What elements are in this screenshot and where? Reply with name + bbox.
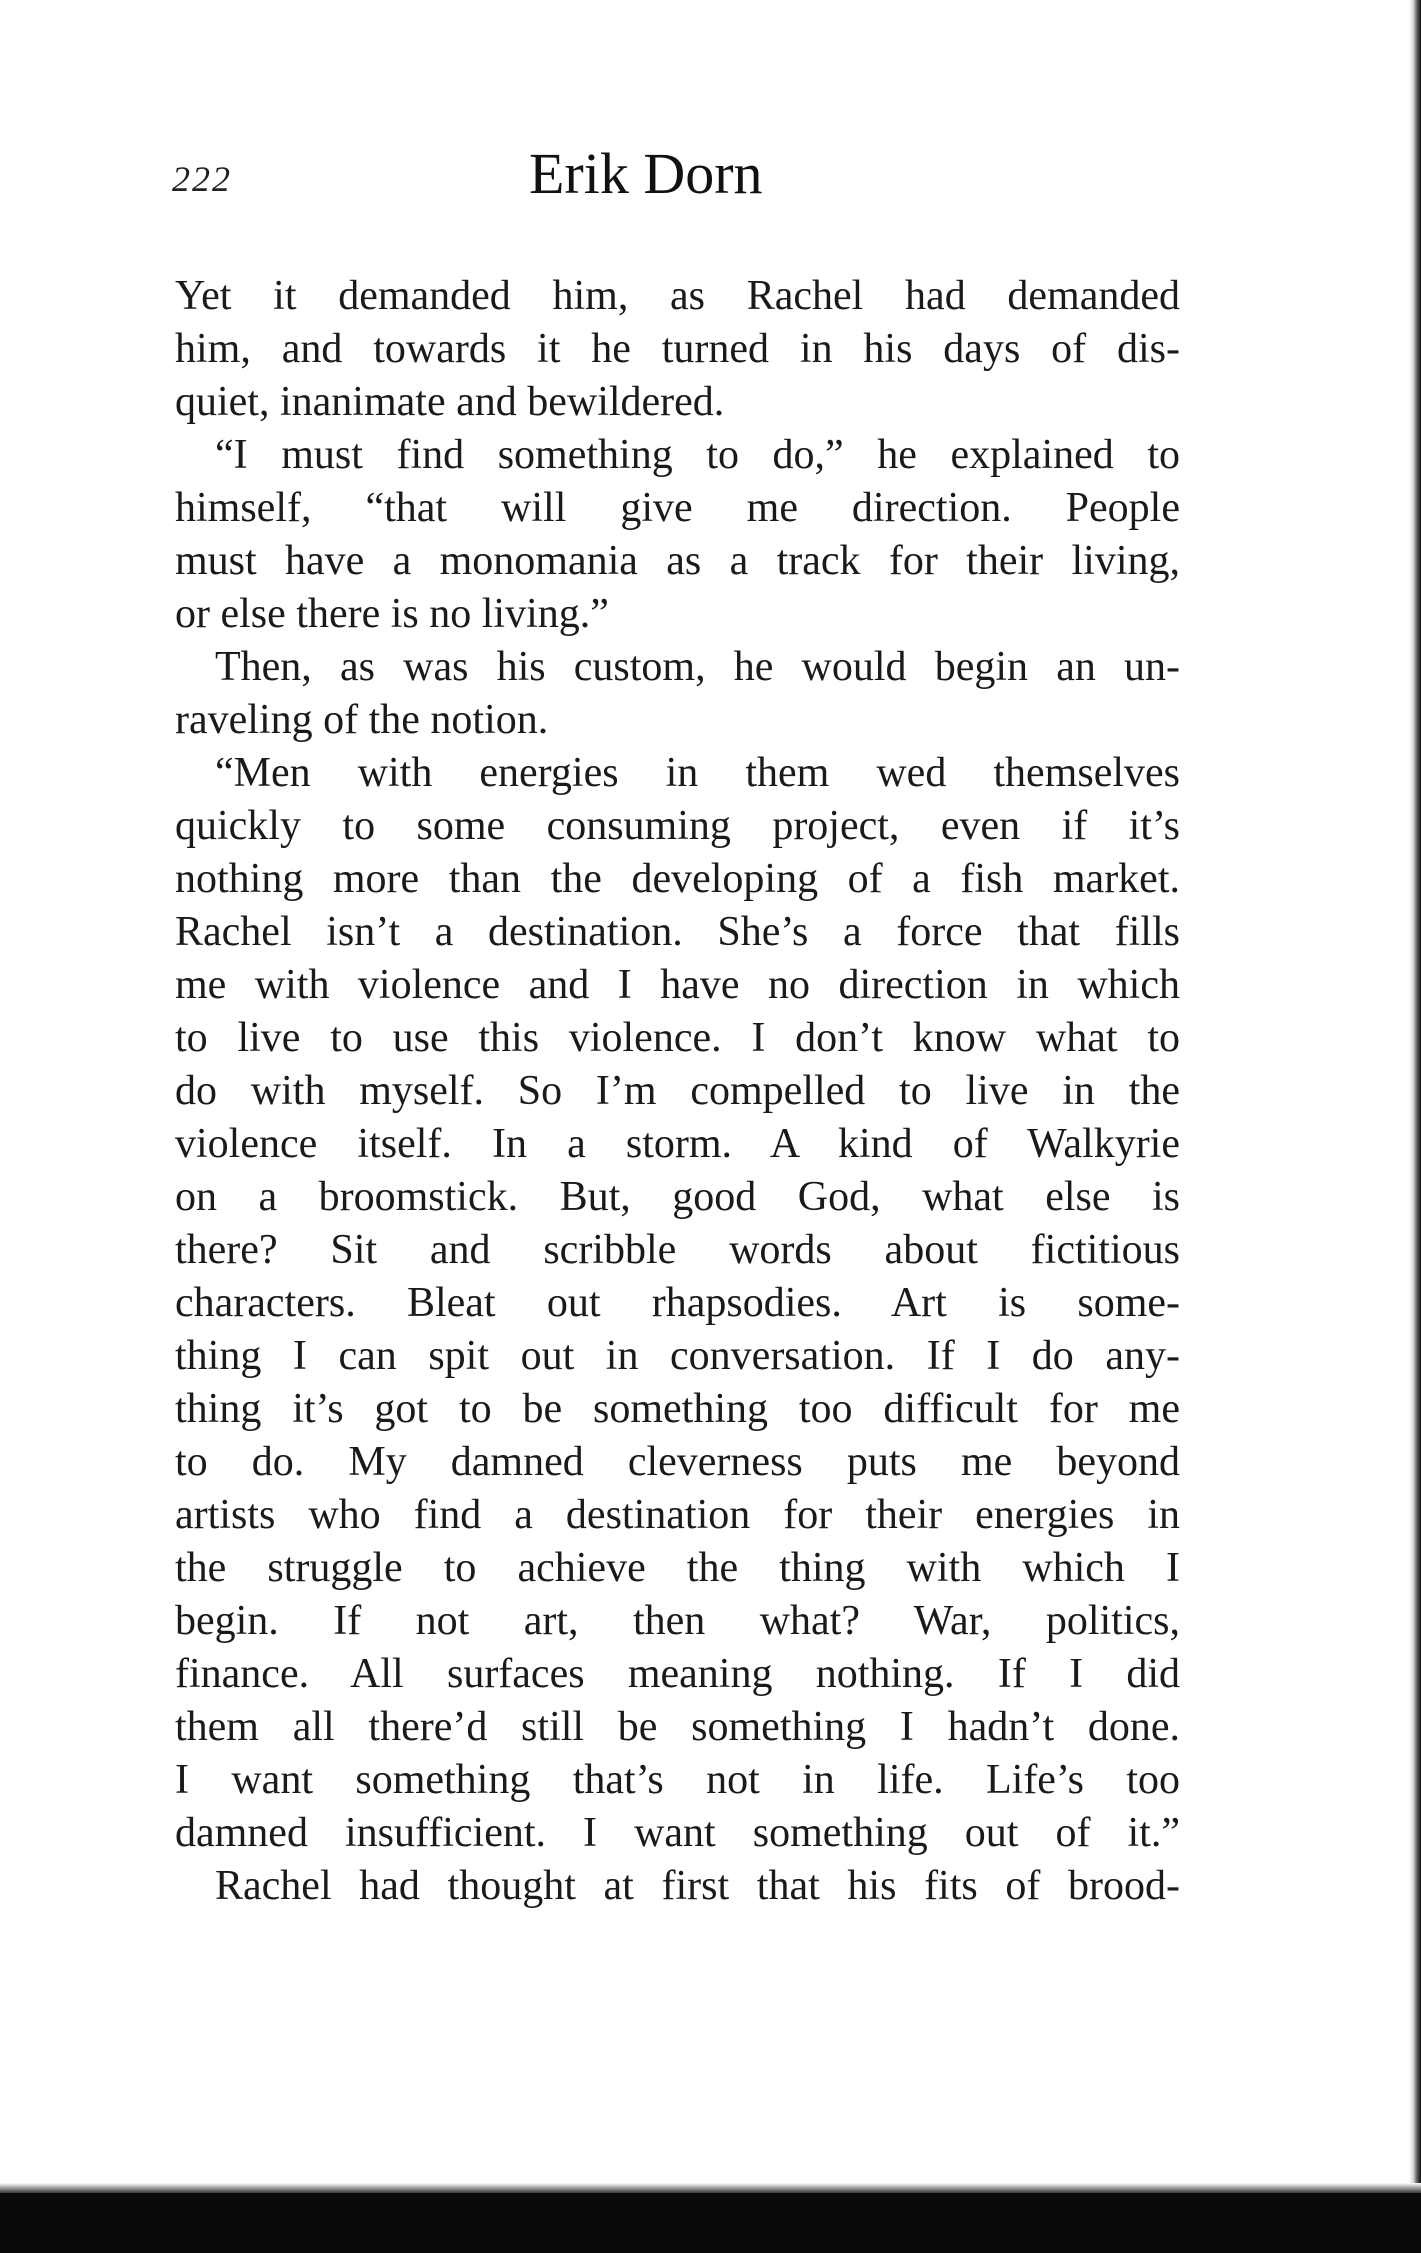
text-line: quiet, inanimate and bewildered. <box>175 379 725 425</box>
text-line: thing it’s got to be something too difficult for me <box>175 1386 1180 1432</box>
text-line: damned insufficient. I want something out of it.” <box>175 1810 1180 1856</box>
text-line: me with violence and I have no direction in which <box>175 962 1180 1008</box>
text-line: himself, “that will give me direction. People <box>175 485 1180 531</box>
text-line: him, and towards it he turned in his days of dis- <box>175 326 1180 372</box>
text-line: on a broomstick. But, good God, what else is <box>175 1174 1180 1220</box>
text-line: there? Sit and scribble words about fictitious <box>175 1227 1180 1273</box>
text-line: or else there is no living.” <box>175 591 609 637</box>
text-line: begin. If not art, then what? War, politics, <box>175 1598 1180 1644</box>
text-line: do with myself. So I’m compelled to live in the <box>175 1068 1180 1114</box>
text-line: to live to use this violence. I don’t know what to <box>175 1015 1180 1061</box>
text-line: Then, as was his custom, he would begin an un- <box>215 644 1180 690</box>
text-line: Yet it demanded him, as Rachel had demanded <box>175 273 1180 319</box>
text-line: Rachel had thought at first that his fits of brood- <box>215 1863 1180 1909</box>
text-line: nothing more than the developing of a fish market. <box>175 856 1180 902</box>
page-number: 222 <box>172 159 232 199</box>
text-line: I want something that’s not in life. Life’s too <box>175 1757 1180 1803</box>
text-line: to do. My damned cleverness puts me beyond <box>175 1439 1180 1485</box>
scan-border <box>0 2193 1421 2253</box>
text-line: Rachel isn’t a destination. She’s a force that fills <box>175 909 1180 955</box>
binding-edge <box>1409 0 1421 2253</box>
text-line: violence itself. In a storm. A kind of Walkyrie <box>175 1121 1180 1167</box>
text-line: “Men with energies in them wed themselves <box>215 750 1180 796</box>
text-line: the struggle to achieve the thing with which I <box>175 1545 1180 1591</box>
text-line: must have a monomania as a track for their living, <box>175 538 1180 584</box>
text-line: them all there’d still be something I hadn’t done. <box>175 1704 1180 1750</box>
text-line: quickly to some consuming project, even if it’s <box>175 803 1180 849</box>
text-line: characters. Bleat out rhapsodies. Art is some- <box>175 1280 1180 1326</box>
page-header <box>172 140 1182 220</box>
text-line: raveling of the notion. <box>175 697 549 743</box>
running-title: Erik Dorn <box>529 141 763 206</box>
text-line: “I must find something to do,” he explained to <box>215 432 1180 478</box>
text-line: finance. All surfaces meaning nothing. If I did <box>175 1651 1180 1697</box>
text-line: artists who find a destination for their energies in <box>175 1492 1180 1538</box>
body-text <box>175 270 1180 1913</box>
scan-shadow <box>0 2183 1421 2193</box>
text-line: thing I can spit out in conversation. If I do any- <box>175 1333 1180 1379</box>
